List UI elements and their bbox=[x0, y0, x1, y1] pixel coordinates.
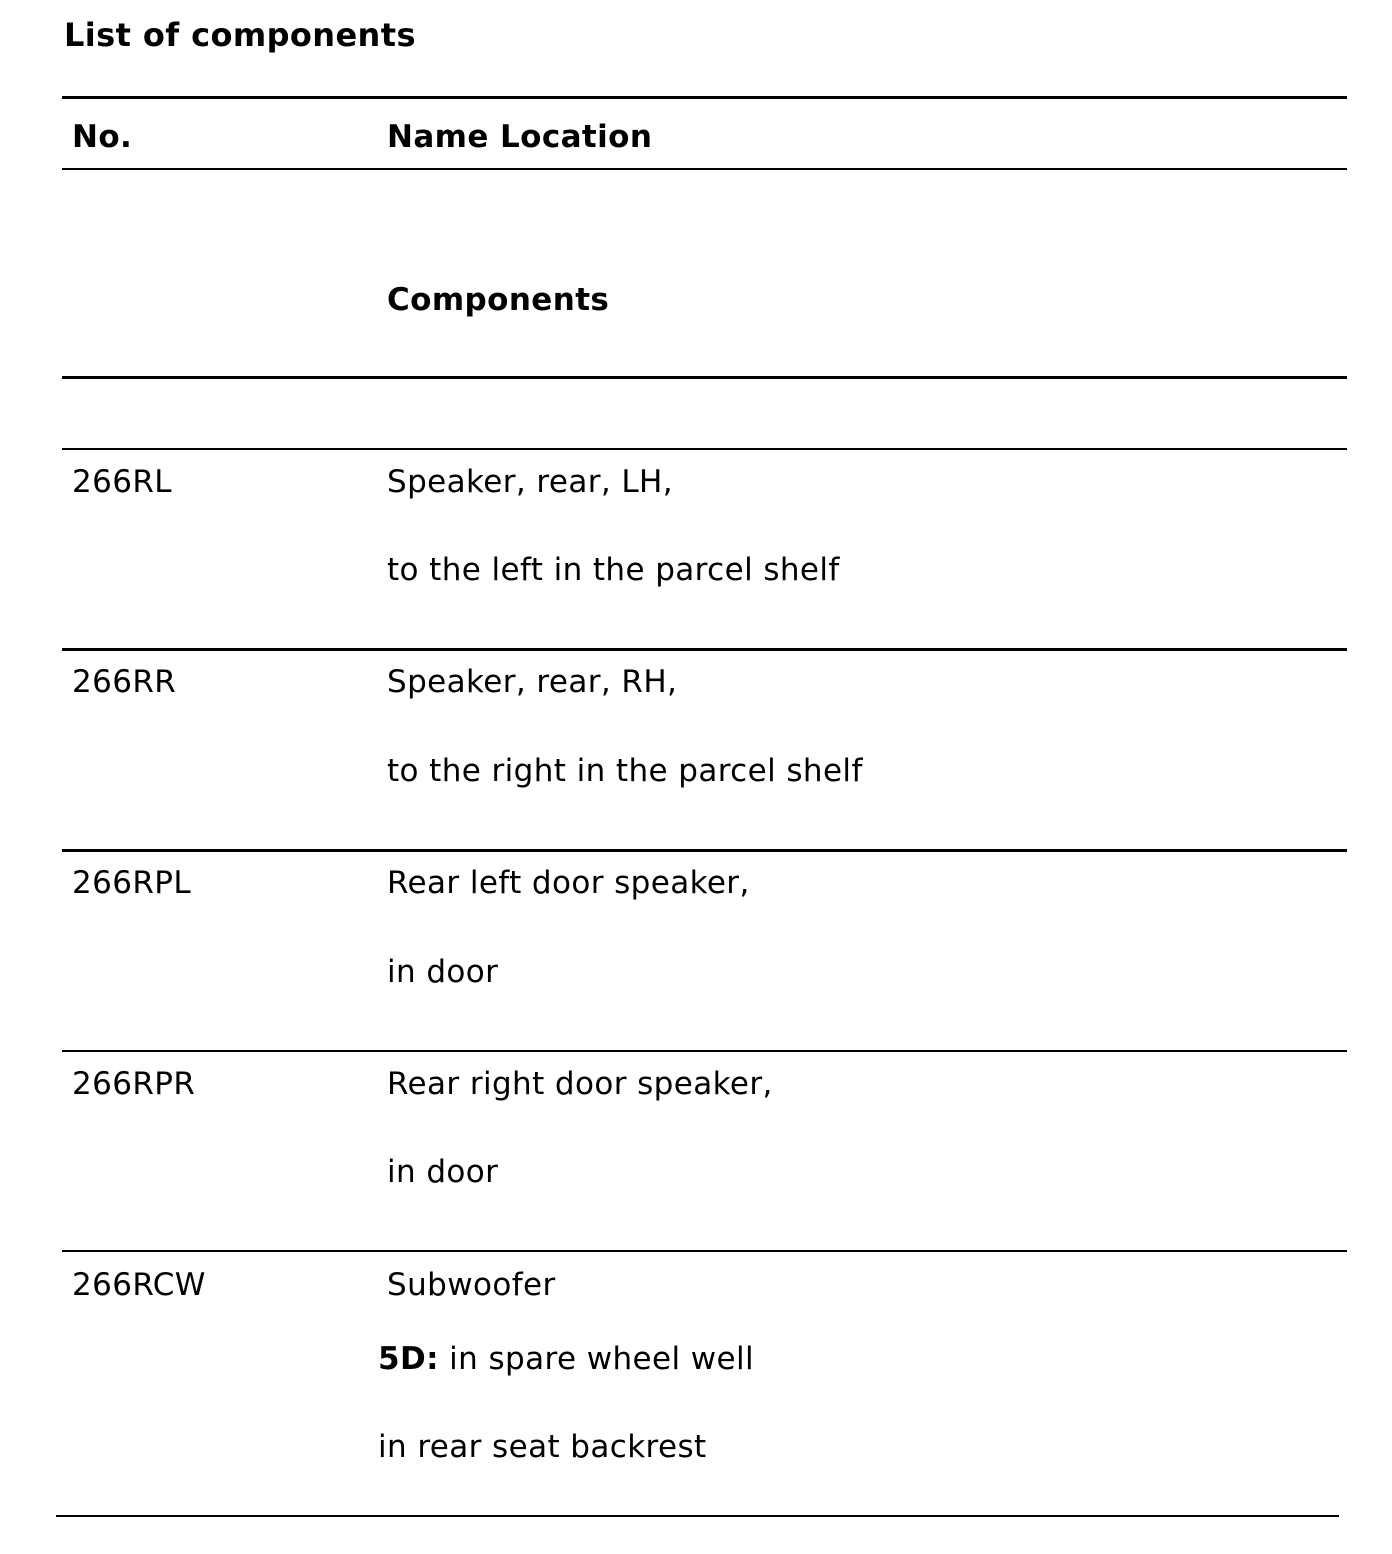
column-header-no: No. bbox=[72, 119, 133, 155]
row-number: 266RPL bbox=[72, 865, 192, 901]
row-name: Speaker, rear, RH, bbox=[387, 664, 678, 700]
row-divider bbox=[62, 849, 1347, 852]
row-location-line bbox=[378, 1340, 754, 1378]
row-name: Rear left door speaker, bbox=[387, 865, 750, 901]
header-bottom-rule bbox=[62, 168, 1347, 170]
row-number: 266RR bbox=[72, 664, 177, 700]
table-bottom-rule bbox=[56, 1515, 1339, 1517]
row-location: in spare wheel well bbox=[449, 1341, 754, 1377]
row-location-extra: in rear seat backrest bbox=[378, 1429, 707, 1465]
row-location: in door bbox=[387, 1154, 499, 1190]
row-name: Rear right door speaker, bbox=[387, 1066, 773, 1102]
section-rule-top bbox=[62, 376, 1347, 379]
row-number: 266RL bbox=[72, 464, 172, 500]
row-location: to the left in the parcel shelf bbox=[387, 552, 840, 588]
variant-prefix: 5D: bbox=[378, 1341, 439, 1377]
row-name: Subwoofer bbox=[387, 1267, 556, 1303]
row-divider bbox=[62, 1050, 1347, 1052]
header-top-rule bbox=[62, 96, 1347, 99]
row-divider bbox=[62, 1250, 1347, 1252]
column-header-name-location: Name Location bbox=[387, 119, 653, 155]
section-rule-bottom bbox=[62, 448, 1347, 450]
row-divider bbox=[62, 648, 1347, 651]
row-location: in door bbox=[387, 954, 499, 990]
row-number: 266RPR bbox=[72, 1066, 196, 1102]
page-title: List of components bbox=[64, 16, 416, 54]
section-title: Components bbox=[387, 282, 610, 318]
row-location: to the right in the parcel shelf bbox=[387, 753, 863, 789]
row-name: Speaker, rear, LH, bbox=[387, 464, 674, 500]
row-number: 266RCW bbox=[72, 1267, 206, 1303]
